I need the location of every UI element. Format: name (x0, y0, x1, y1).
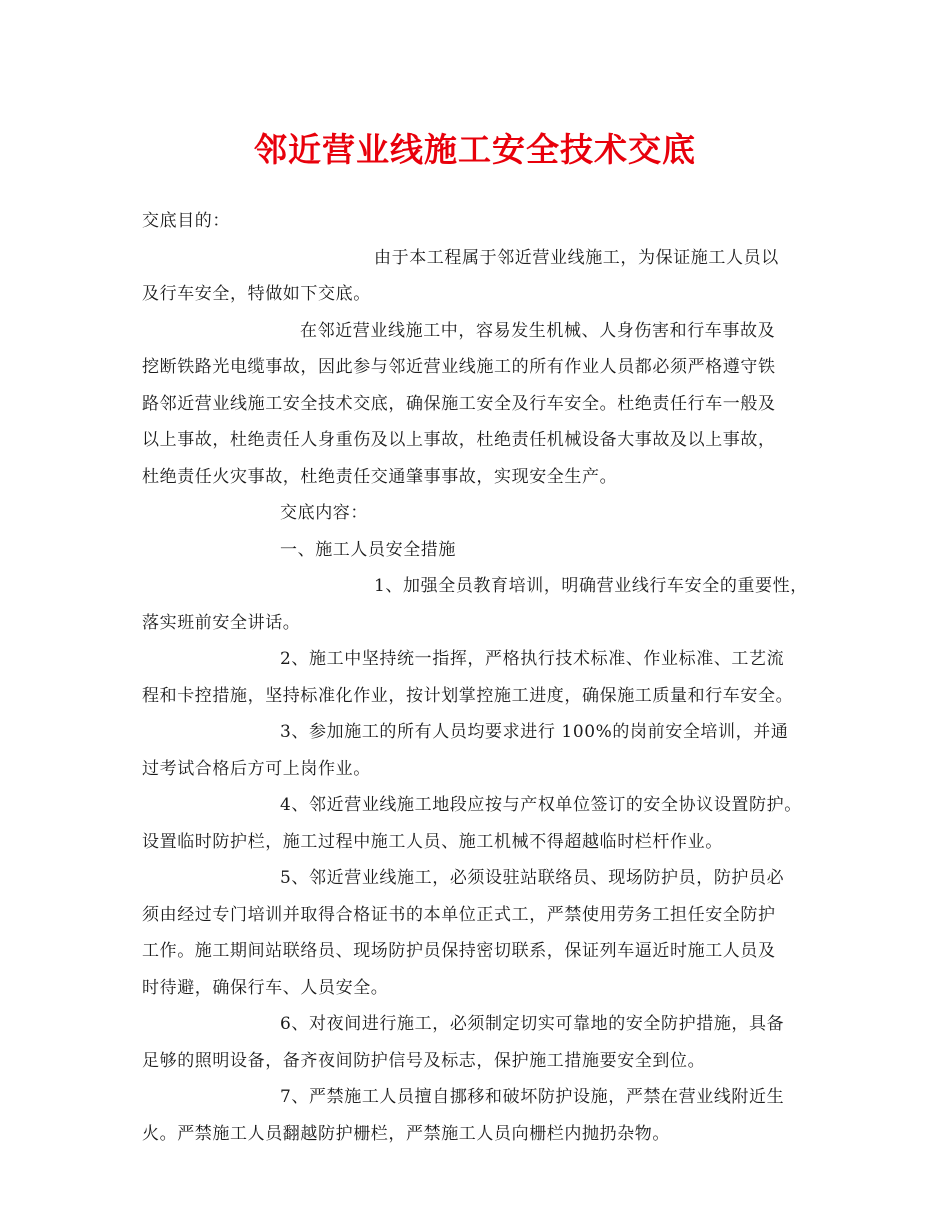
list-item-line: 落实班前安全讲话。 (142, 612, 301, 633)
paragraph-line: 路邻近营业线施工安全技术交底，确保施工安全及行车安全。杜绝责任行车一般及 (142, 393, 776, 414)
list-item-line: 2、施工中坚持统一指挥，严格执行技术标准、作业标准、工艺流 (280, 649, 785, 669)
list-item-line: 程和卡控措施，坚持标准化作业，按计划掌控施工进度，确保施工质量和行车安全。 (142, 685, 794, 706)
paragraph-line: 以上事故，杜绝责任人身重伤及以上事故，杜绝责任机械设备大事故及以上事故， (142, 430, 776, 450)
list-item-line: 1、加强全员教育培训，明确营业线行车安全的重要性， (374, 576, 808, 596)
document-title: 邻近营业线施工安全技术交底 (254, 130, 696, 169)
list-item-line: 足够的照明设备，备齐夜间防护信号及标志，保护施工措施要安全到位。 (142, 1050, 706, 1071)
section-heading-content: 交底内容： (280, 503, 368, 523)
list-item-line: 工作。施工期间站联络员、现场防护员保持密切联系，保证列车逼近时施工人员及 (142, 941, 776, 961)
paragraph-line: 杜绝责任火灾事故，杜绝责任交通肇事事故，实现安全生产。 (142, 466, 618, 487)
document-body (142, 203, 820, 1152)
list-item-line: 3、参加施工的所有人员均要求进行 100%的岗前安全培训，并通 (280, 722, 789, 742)
paragraph-line: 及行车安全，特做如下交底。 (142, 284, 371, 304)
paragraph-line: 在邻近营业线施工中，容易发生机械、人身伤害和行车事故及 (300, 320, 776, 341)
list-item-line: 7、严禁施工人员擅自挪移和破坏防护设施，严禁在营业线附近生 (280, 1087, 785, 1107)
section-heading-measures: 一、施工人员安全措施 (280, 539, 456, 560)
list-item-line: 须由经过专门培训并取得合格证书的本单位正式工，严禁使用劳务工担任安全防护 (142, 904, 776, 925)
list-item-line: 4、邻近营业线施工地段应按与产权单位签订的安全协议设置防护。 (280, 795, 802, 815)
list-item-line: 6、对夜间进行施工，必须制定切实可靠地的安全防护措施，具备 (280, 1014, 785, 1034)
list-item-line: 过考试合格后方可上岗作业。 (142, 758, 371, 779)
section-heading-purpose: 交底目的： (142, 211, 230, 231)
list-item-line: 5、邻近营业线施工，必须设驻站联络员、现场防护员，防护员必 (280, 868, 785, 888)
list-item-line: 设置临时防护栏，施工过程中施工人员、施工机械不得超越临时栏杆作业。 (142, 831, 723, 852)
list-item-line: 时待避，确保行车、人员安全。 (142, 977, 389, 998)
list-item-line: 火。严禁施工人员翻越防护栅栏，严禁施工人员向栅栏内抛扔杂物。 (142, 1123, 670, 1144)
paragraph-line: 挖断铁路光电缆事故，因此参与邻近营业线施工的所有作业人员都必须严格遵守铁 (142, 357, 776, 377)
paragraph-line: 由于本工程属于邻近营业线施工，为保证施工人员以 (374, 247, 779, 268)
